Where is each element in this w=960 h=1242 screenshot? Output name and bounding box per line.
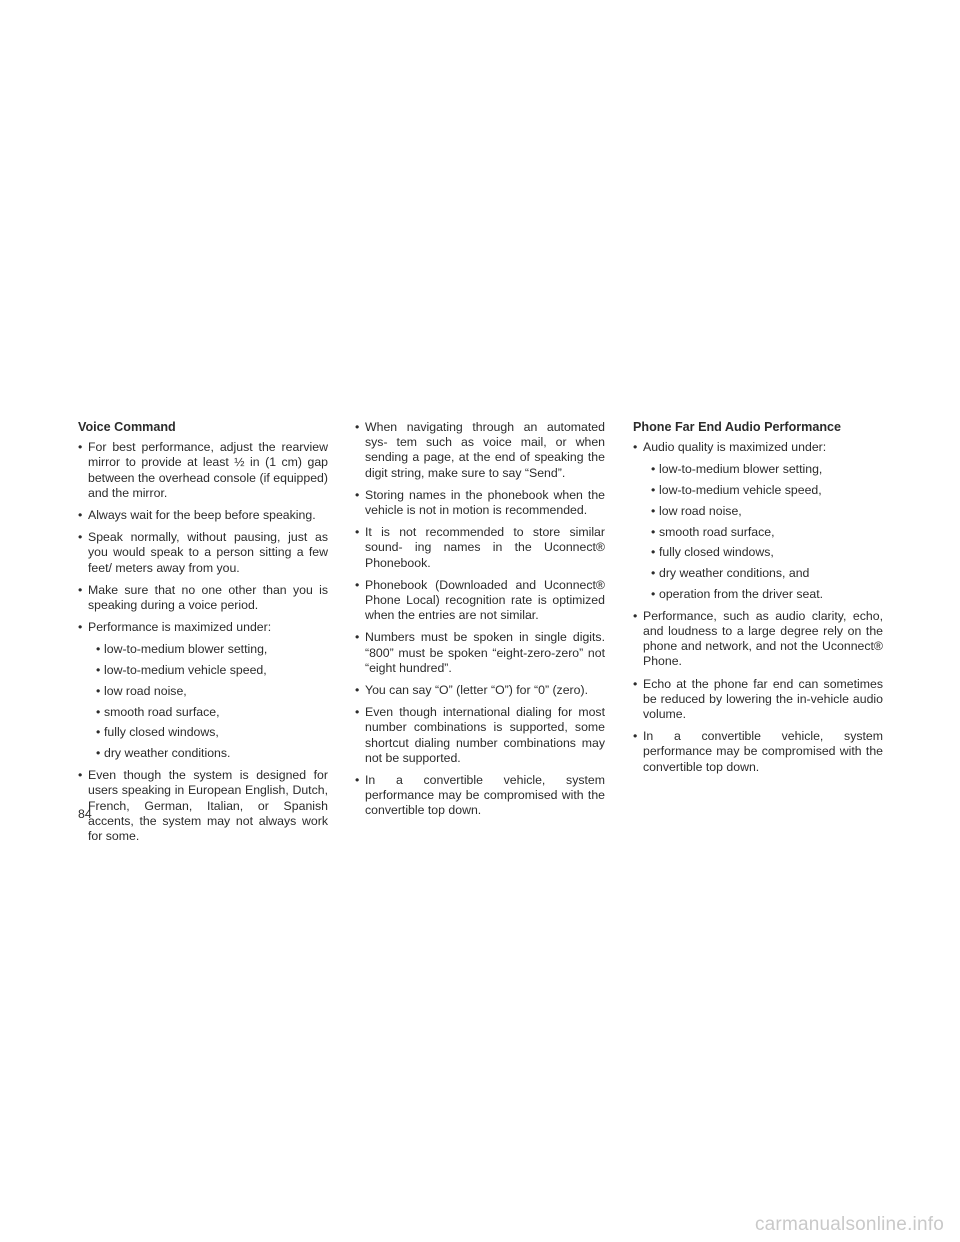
bullet-icon: • [355,577,360,592]
bullet-icon: • [355,773,360,788]
bullet-icon: • [78,620,83,635]
sub-list-item-text: smooth road surface, [659,524,775,539]
column-far-end-audio [633,420,883,782]
sub-list-item [96,725,328,740]
list-item-text: Make sure that no one other than you is speaking during a voice period. [88,582,328,613]
sub-list-item [96,746,328,761]
sub-list-item [651,587,883,602]
list-item [633,677,883,723]
list-item [78,620,328,761]
bullet-icon: • [651,524,656,539]
list-item-text: Echo at the phone far end can sometimes be reduced by lowering the in-vehicle audio volume. [643,676,883,722]
list-item-text: Performance is maximized under: [88,620,272,635]
list-item [78,508,328,523]
list-item-text: In a convertible vehicle, system performance may be compromised with the convertible top down. [643,729,883,774]
bullet-icon: • [78,530,83,545]
sub-list-item [651,504,883,519]
list-item [355,705,605,766]
bullet-icon: • [355,683,360,698]
list-item [78,530,328,576]
bullet-icon: • [651,586,656,601]
bullet-icon: • [651,565,656,580]
sub-list-item-text: smooth road surface, [104,704,220,719]
list-item [355,525,605,571]
sub-list-item-text: operation from the driver seat. [659,586,824,601]
bullet-icon: • [96,704,101,719]
list-item [355,420,605,481]
page-number: 84 [78,807,92,821]
bullet-icon: • [633,729,638,744]
list-item [355,630,605,676]
sub-list-item-text: dry weather conditions. [104,745,231,760]
far-end-audio-list [633,440,883,775]
list-item-text: Even though international dialing for most number combinations is supported, some shortcut dialing number combinations may not be supported. [365,705,605,765]
sub-list-item [651,462,883,477]
sub-list-item-text: fully closed windows, [104,725,219,740]
list-item [355,773,605,819]
list-item [355,488,605,518]
list-item [78,768,328,844]
section-heading-voice-command: Voice Command [78,420,176,434]
bullet-icon: • [651,503,656,518]
bullet-icon: • [96,745,101,760]
list-item-text: Performance, such as audio clarity, echo, and loudness to a large degree rely on the phone and network, and not the Uconnect® Phone. [643,608,883,669]
bullet-icon: • [633,608,638,623]
sub-list-item [96,642,328,657]
list-item-text: Audio quality is maximized under: [643,440,827,455]
sub-list-item [96,663,328,678]
voice-command-list [78,440,328,844]
watermark: carmanualsonline.info [754,1214,944,1235]
list-item-text: You can say “O” (letter “O”) for “0” (zero). [365,683,588,698]
sub-list-item-text: low road noise, [659,503,742,518]
list-item-text: In a convertible vehicle, system performance may be compromised with the convertible top down. [365,773,605,818]
list-item-text: Storing names in the phonebook when the vehicle is not in motion is recommended. [365,487,605,518]
bullet-icon: • [78,582,83,597]
bullet-icon: • [96,683,101,698]
sub-list-item-text: low road noise, [104,683,187,698]
bullet-icon: • [651,462,656,477]
list-item [633,729,883,775]
sub-list [643,462,883,601]
sub-list-item-text: low-to-medium vehicle speed, [659,483,822,498]
list-item [633,609,883,670]
sub-list [88,642,328,761]
sub-list-item [651,545,883,560]
list-item-text: Even though the system is designed for users speaking in European English, Dutch, French, German, Italian, or Spanish accents, the system may not always work for some. [88,768,328,843]
bullet-icon: • [96,642,101,657]
list-item [78,583,328,613]
list-item-text: When navigating through an automated sys- tem such as voice mail, or when sending a page, at the end of speaking the digit string, make sure to say “Send”. [365,420,605,480]
sub-list-item-text: dry weather conditions, and [659,565,810,580]
sub-list-item [651,566,883,581]
bullet-icon: • [355,705,360,720]
list-item-text: It is not recommended to store similar sound- ing names in the Uconnect® Phonebook. [365,525,605,570]
bullet-icon: • [633,440,638,455]
sub-list-item [96,705,328,720]
list-item-text: Always wait for the beep before speaking. [88,508,316,523]
sub-list-item [96,684,328,699]
list-item-text: Phonebook (Downloaded and Uconnect® Phone Local) recognition rate is optimized when the entries are not similar. [365,577,605,623]
list-item-text: Speak normally, without pausing, just as you would speak to a person sitting a few feet/ meters away from you. [88,530,328,575]
bullet-icon: • [355,630,360,645]
voice-tips-list [355,420,605,819]
list-item [633,440,883,602]
bullet-icon: • [96,725,101,740]
sub-list-item-text: low-to-medium blower setting, [104,642,268,657]
sub-list-item-text: low-to-medium blower setting, [659,462,823,477]
list-item [355,683,605,698]
sub-list-item [651,525,883,540]
sub-list-item-text: low-to-medium vehicle speed, [104,663,267,678]
sub-list-item-text: fully closed windows, [659,545,774,560]
column-voice-command [78,420,328,851]
bullet-icon: • [651,483,656,498]
bullet-icon: • [78,508,83,523]
bullet-icon: • [355,420,360,434]
list-item-text: Numbers must be spoken in single digits. “800” must be spoken “eight-zero-zero” not “eight hundred”. [365,630,605,675]
bullet-icon: • [78,768,83,783]
list-item [355,578,605,624]
list-item [78,440,328,501]
bullet-icon: • [633,676,638,691]
bullet-icon: • [96,663,101,678]
section-heading-far-end-audio: Phone Far End Audio Performance [633,420,842,434]
bullet-icon: • [651,545,656,560]
sub-list-item [651,483,883,498]
bullet-icon: • [78,440,83,455]
bullet-icon: • [355,487,360,502]
bullet-icon: • [355,525,360,540]
list-item-text: For best performance, adjust the rearview mirror to provide at least ½ in (1 cm) gap between the overhead console (if equipped) and the mirror. [88,440,328,500]
column-voice-tips [355,420,605,826]
